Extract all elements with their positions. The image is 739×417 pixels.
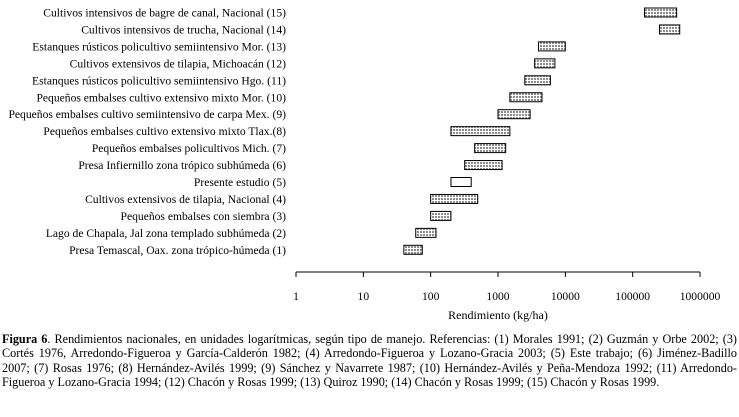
range-bar bbox=[431, 194, 478, 203]
x-tick-label: 10 bbox=[357, 290, 370, 303]
range-bar bbox=[451, 127, 510, 136]
category-labels bbox=[8, 7, 286, 257]
range-bar bbox=[525, 76, 551, 85]
range-bar bbox=[404, 245, 422, 254]
category-label: Presa Infiernillo zona trópico subhúmeda (6) bbox=[78, 159, 286, 173]
category-label: Pequeños embalses cultivo extensivo mixto Tlax.(8) bbox=[43, 125, 286, 139]
category-label: Estanques rústicos policultivo semiintensivo Mor. (13) bbox=[32, 40, 286, 54]
figure-caption bbox=[2, 332, 737, 390]
category-label: Pequeños embalses cultivo extensivo mixto Mor. (10) bbox=[36, 91, 286, 105]
range-bar bbox=[416, 228, 436, 237]
x-tick-label: 1000 bbox=[486, 290, 510, 303]
range-bar bbox=[451, 178, 471, 187]
range-bar bbox=[465, 161, 502, 170]
category-label: Lago de Chapala, Jal zona templado subhúmeda (2) bbox=[45, 226, 286, 240]
category-label: Presente estudio (5) bbox=[193, 176, 286, 189]
range-bar bbox=[539, 42, 566, 51]
range-bar bbox=[498, 110, 530, 119]
x-tick-label: 1000000 bbox=[679, 290, 721, 303]
range-bar bbox=[475, 144, 506, 153]
x-tick-label: 100000 bbox=[615, 290, 651, 303]
range-bar bbox=[645, 8, 677, 17]
x-tick-label: 1 bbox=[293, 290, 299, 303]
category-label: Presa Temascal, Oax. zona trópico-húmeda (1) bbox=[69, 243, 286, 257]
range-bar bbox=[431, 211, 451, 220]
category-label: Pequeños embalses cultivo semiintensivo de carpa Mex. (9) bbox=[8, 108, 286, 122]
category-label: Pequeños embalses policultivos Mich. (7) bbox=[91, 142, 286, 156]
category-label: Pequeños embalses con siembra (3) bbox=[120, 209, 286, 223]
range-bar bbox=[535, 59, 555, 68]
range-bar bbox=[510, 93, 542, 102]
x-axis-label: Rendimiento (kg/ha) bbox=[448, 308, 548, 322]
caption-label: Figura 6 bbox=[2, 332, 48, 346]
category-label: Cultivos intensivos de trucha, Nacional (14) bbox=[81, 23, 286, 37]
category-label: Estanques rústicos policultivo semiintensivo Hgo. (11) bbox=[32, 74, 286, 88]
category-label: Cultivos extensivos de tilapia, Michoacán (12) bbox=[69, 57, 286, 71]
bars bbox=[404, 8, 680, 254]
x-tick-label: 10000 bbox=[550, 290, 580, 303]
x-tick-label: 100 bbox=[421, 290, 440, 303]
category-label: Cultivos extensivos de tilapia, Nacional (4) bbox=[85, 192, 286, 206]
caption-text: . Rendimientos nacionales, en unidades logarítmicas, según tipo de manejo. Referencias: (1) Morales 1991; (2) Guzmán y Orbe 2002; (3) Cortés 1976, Arredondo-Figueroa y García-Calderón 1982; (4) Arredondo-Figueroa y Lozano-Gracia 2003; (5) Este trabajo; (6) Jiménez-Badillo 2007; (7) Rosas 1976; (8) Hernández-Avilés 1999; (9) Sánchez y Navarrete 1987; (10) Hernández-Avilés y Peña-Mendoza 1992; (11) Arredondo-Figueroa y Lozano-Gracia 1994; (12) Chacón y Rosas 1999; (13) Quiroz 1990; (14) Chacón y Rosas 1999; (15) Chacón y Rosas 1999. bbox=[2, 332, 737, 390]
x-axis-ticks bbox=[293, 272, 720, 303]
category-label: Cultivos intensivos de bagre de canal, Nacional (15) bbox=[43, 6, 286, 20]
range-bar bbox=[659, 25, 679, 34]
